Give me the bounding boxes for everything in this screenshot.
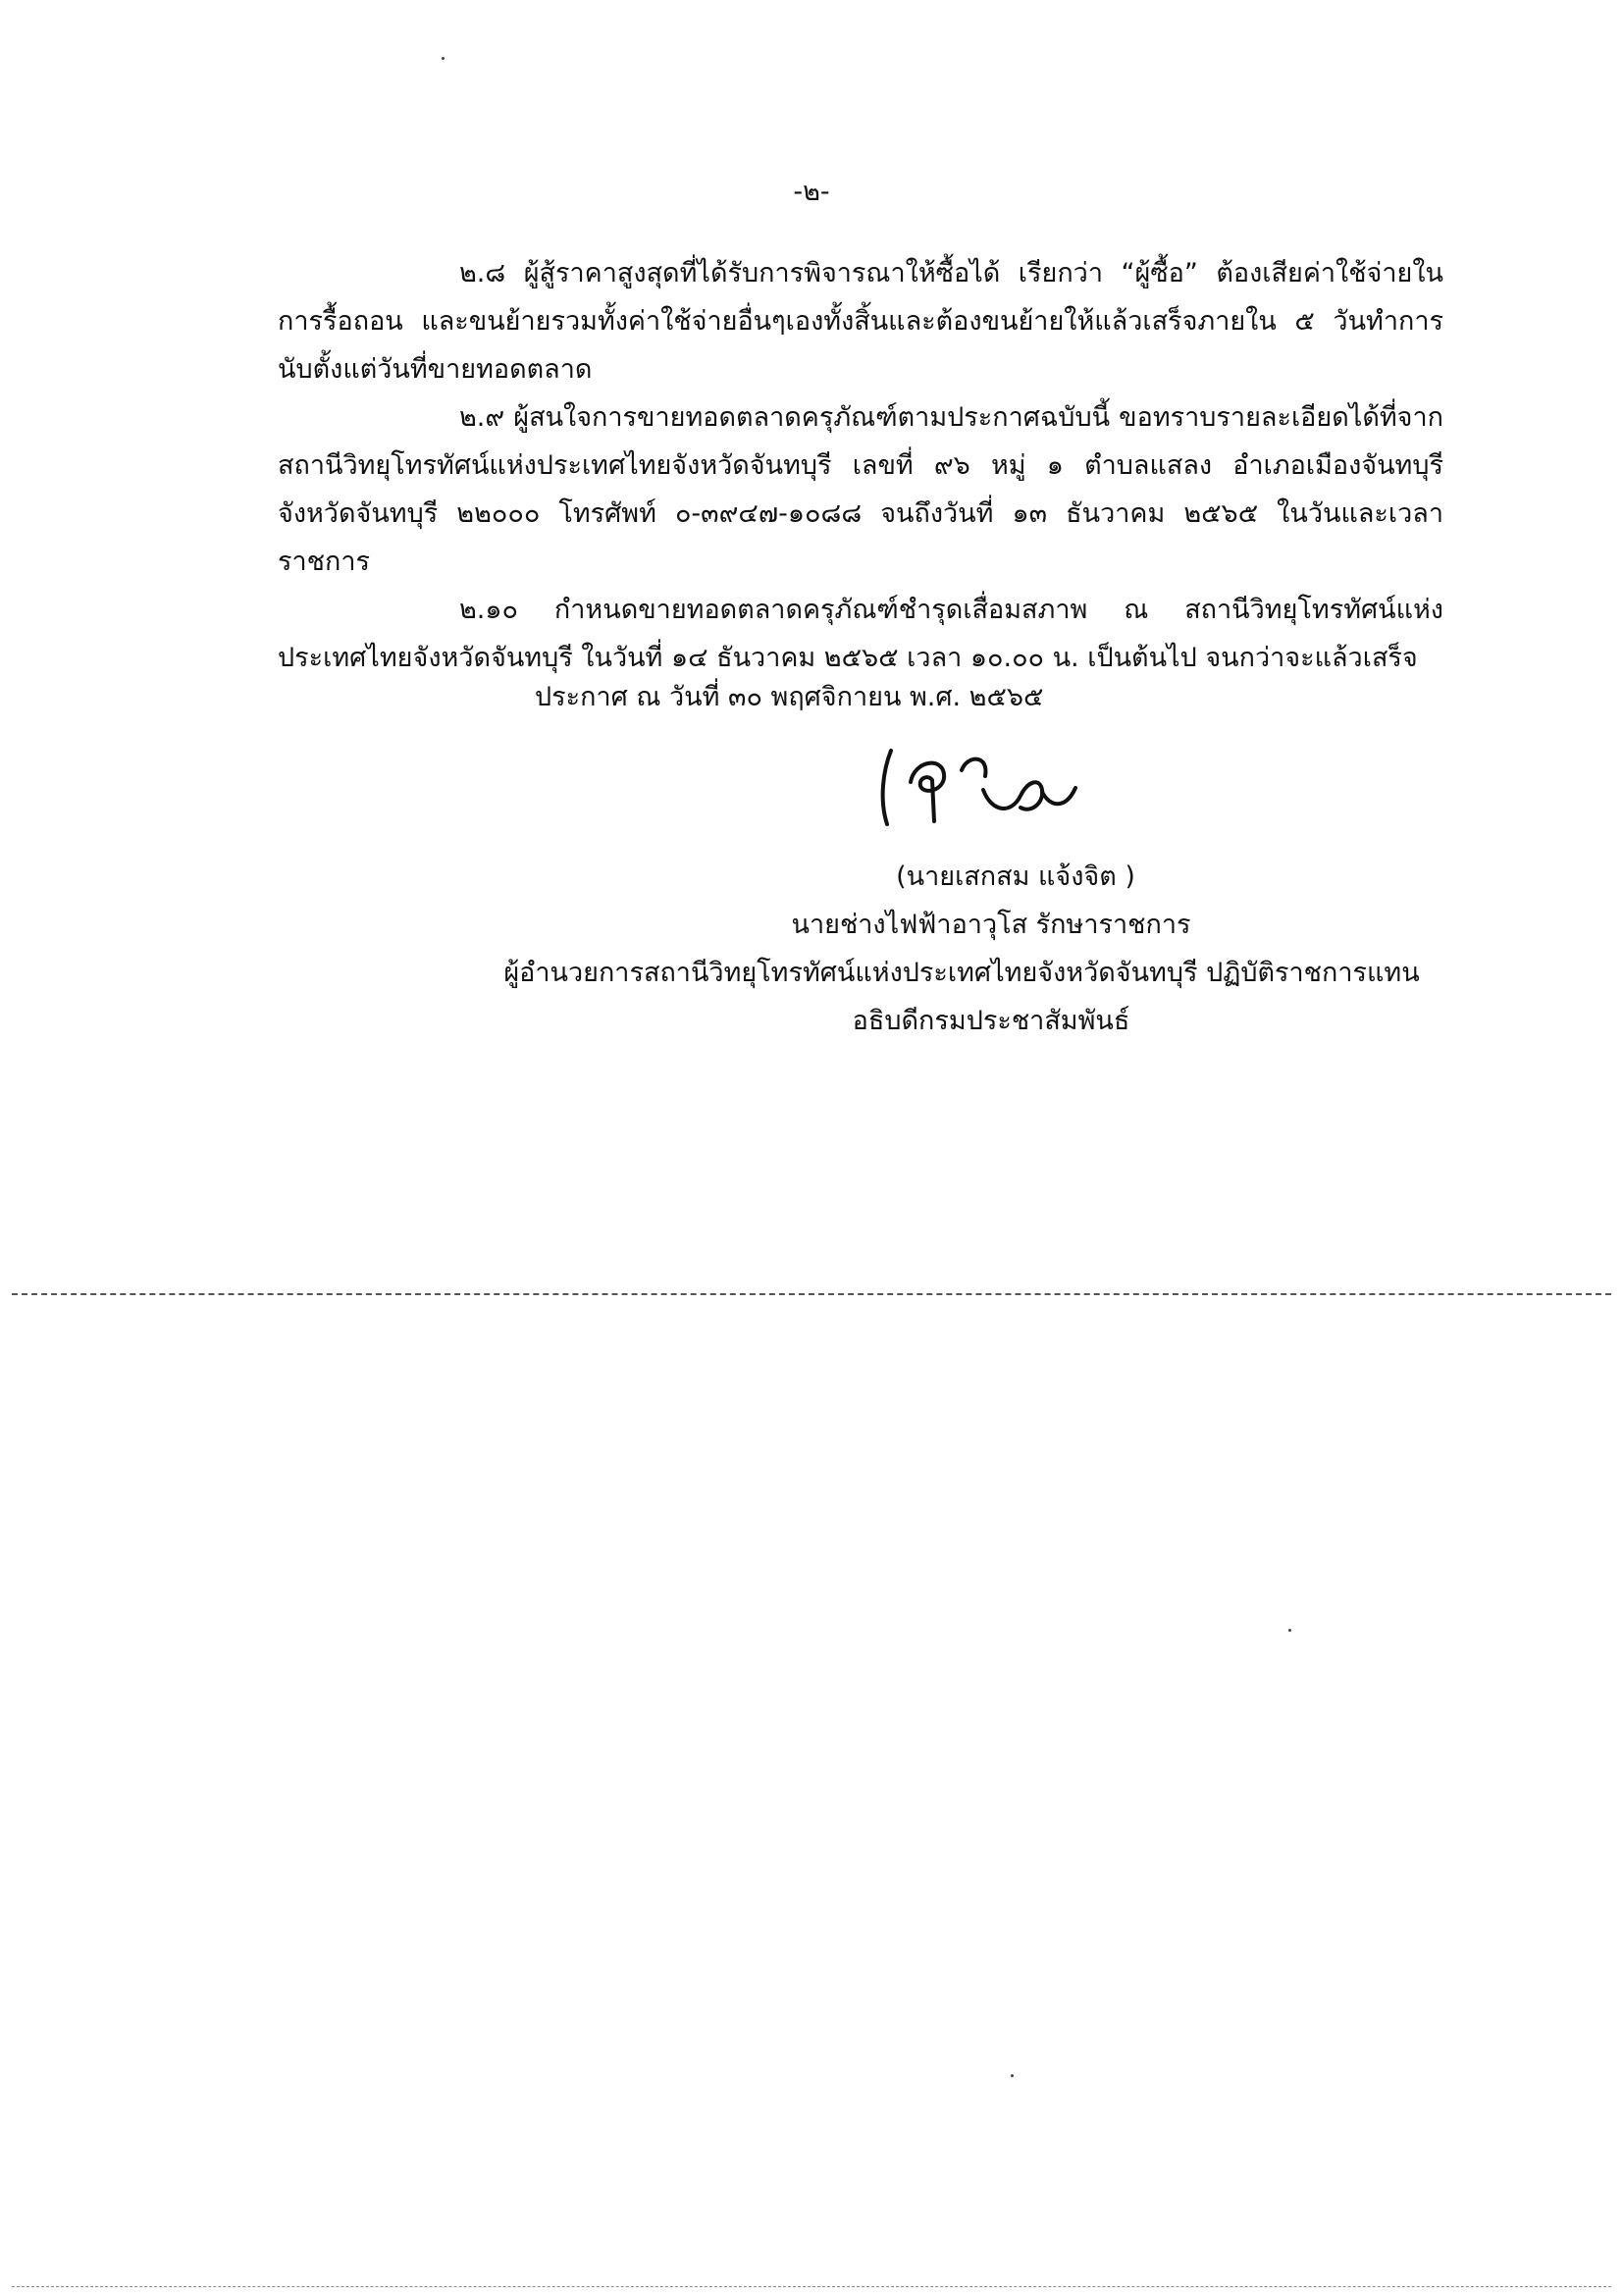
- divider-line: [12, 1293, 1611, 1295]
- handwritten-signature: [873, 731, 1089, 839]
- clause-2-9: ๒.๙ ผู้สนใจการขายทอดตลาดครุภัณฑ์ตามประกาศฉบับนี้ ขอทราบรายละเอียดได้ที่จาก สถานีวิทยุโทรทัศน์แห่งประเทศไทยจังหวัดจันทบุรี เลขที่ ๙๖ หมู่ ๑ ตำบลแสลง อำเภอเมืองจันทบุรี จังหวัดจันทบุรี ๒๒๐๐๐ โทรศัพท์ ๐-๓๙๔๗-๑๐๘๘ จนถึงวันที่ ๑๓ ธันวาคม ๒๕๖๕ ในวันและเวลาราชการ: [278, 402, 1443, 577]
- signer-name: (นายเสกสม แจ้งจิต ): [896, 861, 1135, 892]
- signer-position-2: ผู้อำนวยการสถานีวิทยุโทรทัศน์แห่งประเทศไทยจังหวัดจันทบุรี ปฏิบัติราชการแทน: [503, 958, 1420, 988]
- clause-2-10: ๒.๑๐ กำหนดขายทอดตลาดครุภัณฑ์ชำรุดเสื่อมสภาพ ณ สถานีวิทยุโทรทัศน์แห่งประเทศไทยจังหวัดจันทบุรี ในวันที่ ๑๔ ธันวาคม ๒๕๖๕ เวลา ๑๐.๐๐ น. เป็นต้นไป จนกว่าจะแล้วเสร็จ: [278, 595, 1443, 673]
- signer-position-3: อธิบดีกรมประชาสัมพันธ์: [852, 1006, 1130, 1036]
- announcement-date: ประกาศ ณ วันที่ ๓๐ พฤศจิกายน พ.ศ. ๒๕๖๕: [535, 682, 1044, 712]
- signer-block: [491, 853, 1433, 1045]
- scan-speck: [1011, 2074, 1014, 2077]
- scan-speck: [442, 57, 445, 60]
- page-number: -๒-: [793, 177, 830, 207]
- clause-2-8: ๒.๘ ผู้สู้ราคาสูงสุดที่ได้รับการพิจารณาให้ซื้อได้ เรียกว่า “ผู้ซื้อ” ต้องเสียค่าใช้จ่ายในการรื้อถอน และขนย้ายรวมทั้งค่าใช้จ่ายอื่นๆเองทั้งสิ้นและต้องขนย้ายให้แล้วเสร็จภายใน ๕ วันทำการ นับตั้งแต่วันที่ขายทอดตลาด: [278, 258, 1443, 385]
- bottom-edge-line: [12, 2286, 1611, 2287]
- document-body: [278, 249, 1443, 682]
- scan-speck: [1288, 1629, 1291, 1632]
- signer-position-1: นายช่างไฟฟ้าอาวุโส รักษาราชการ: [791, 910, 1191, 940]
